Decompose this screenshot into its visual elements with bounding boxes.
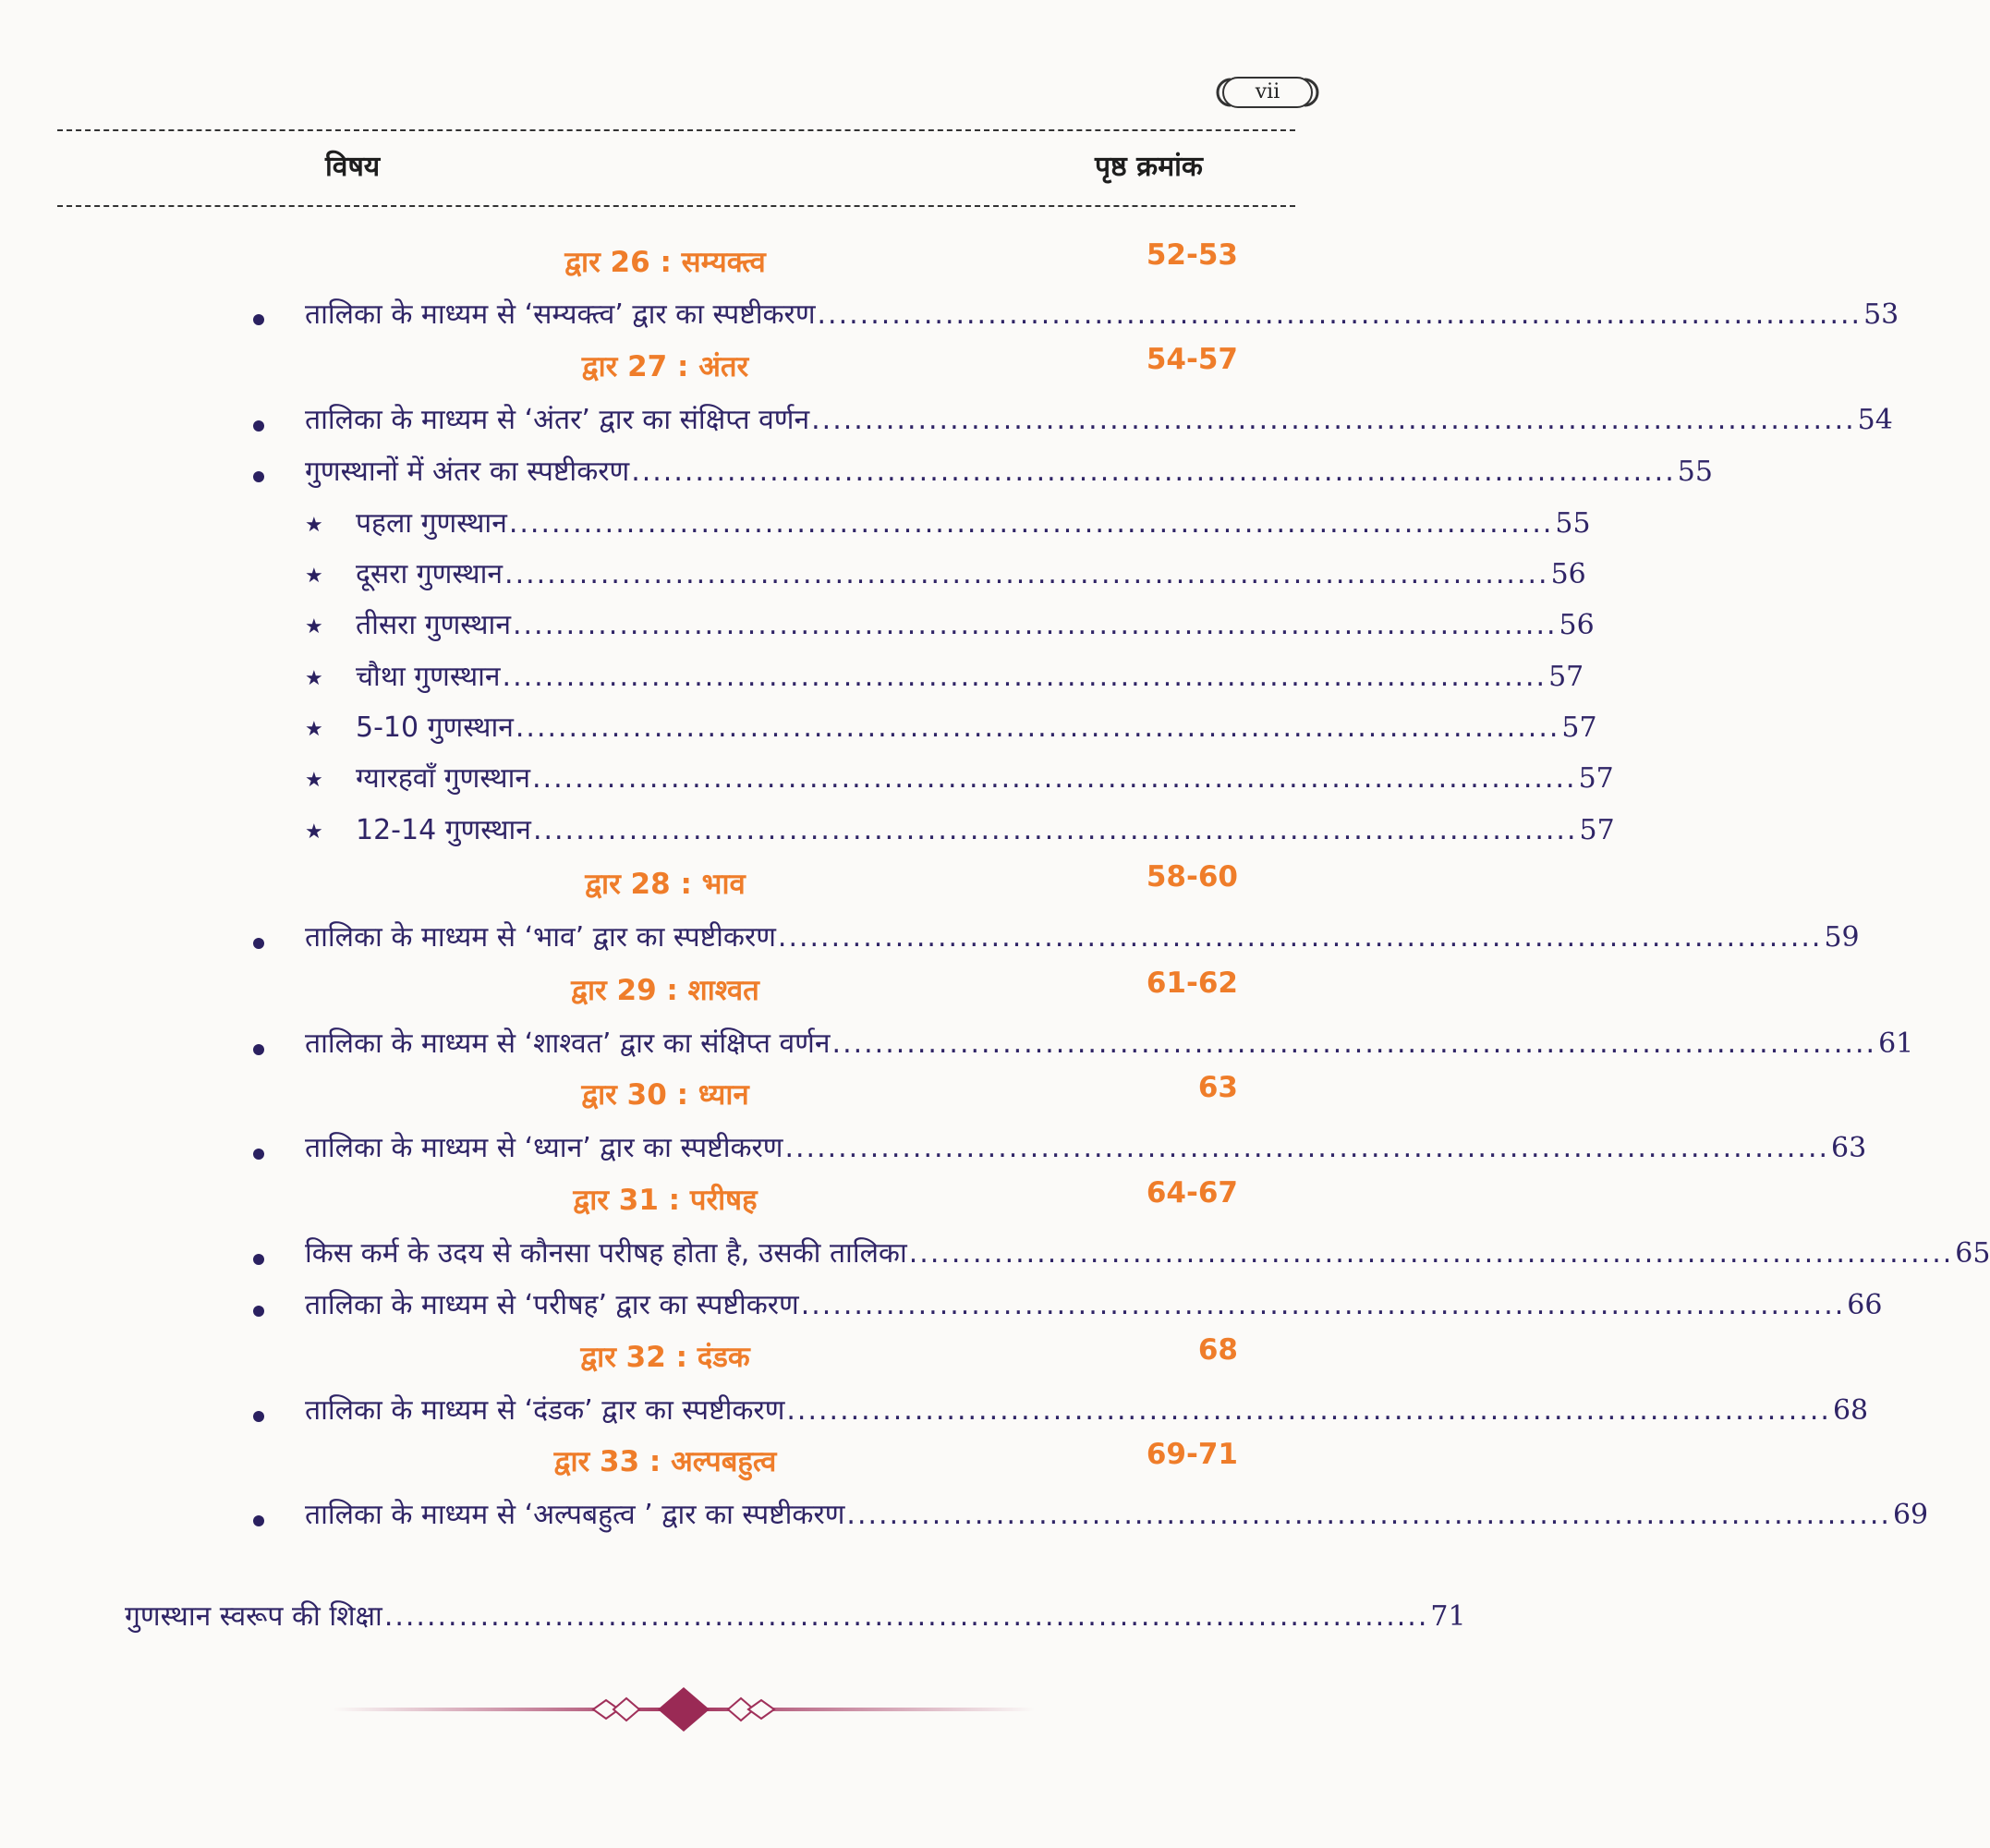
bullet-icon: [253, 314, 264, 325]
entry-text: तालिका के माध्यम से ‘परीषह’ द्वार का स्पष्टीकरण: [305, 1289, 799, 1321]
toc-entry[interactable]: [305, 1233, 1990, 1275]
entry-text: 5-10 गुणस्थान: [356, 711, 514, 744]
toc-sub-entry[interactable]: [356, 503, 1591, 545]
section-page-range: 52-53: [1146, 238, 1238, 272]
dot-leader: ..................................................................................................: [908, 1237, 1954, 1270]
entry-text: ग्यारहवाँ गुणस्थान: [356, 762, 531, 795]
section-page-range: 64-67: [1146, 1176, 1238, 1210]
bullet-icon: [253, 1515, 264, 1526]
dot-leader: ..................................................................................................: [777, 921, 1823, 954]
entry-page: 57: [1548, 661, 1584, 693]
dot-leader: ..................................................................................................: [504, 558, 1549, 590]
toc-sub-entry[interactable]: [356, 707, 1597, 749]
section-title: द्वार 31 : परीषह: [573, 1184, 758, 1217]
section-heading: [388, 238, 1238, 288]
entry-page: 53: [1863, 298, 1899, 331]
header-bottom-rule: [57, 205, 1295, 207]
star-icon: ★: [305, 514, 323, 537]
section-page-range: 63: [1197, 1071, 1238, 1104]
toc-entry[interactable]: [305, 1127, 1867, 1170]
dot-leader: ..................................................................................................: [846, 1499, 1891, 1531]
dot-leader: ..................................................................................................: [383, 1600, 1429, 1633]
entry-text: तालिका के माध्यम से ‘ध्यान’ द्वार का स्पष्टीकरण: [305, 1132, 783, 1164]
section-title: द्वार 26 : सम्यक्त्व: [564, 246, 766, 279]
section-heading: [388, 1071, 1238, 1121]
toc-sub-entry[interactable]: [356, 553, 1586, 596]
toc-final-entry[interactable]: [125, 1596, 1466, 1638]
bullet-icon: [253, 1044, 264, 1055]
entry-page: 54: [1857, 404, 1893, 436]
section-title: द्वार 27 : अंतर: [581, 350, 749, 383]
toc-entry[interactable]: [305, 451, 1713, 493]
entry-page: 55: [1677, 456, 1713, 488]
section-page-range: 54-57: [1146, 343, 1238, 376]
entry-page: 57: [1578, 762, 1614, 795]
star-icon: ★: [305, 769, 323, 792]
entry-text: तालिका के माध्यम से ‘अल्पबहुत्व ’ द्वार का स्पष्टीकरण: [305, 1499, 845, 1531]
toc-entry[interactable]: [305, 399, 1893, 442]
dot-leader: ..................................................................................................: [800, 1289, 1846, 1321]
toc-entry[interactable]: [305, 1023, 1914, 1065]
star-icon: ★: [305, 565, 323, 588]
section-heading: [388, 1438, 1238, 1488]
entry-text: गुणस्थान स्वरूप की शिक्षा: [125, 1600, 382, 1633]
entry-text: 12-14 गुणस्थान: [356, 814, 531, 846]
entry-page: 56: [1559, 609, 1595, 641]
section-page-range: 69-71: [1146, 1438, 1238, 1471]
entry-page: 56: [1550, 558, 1586, 590]
entry-text: तालिका के माध्यम से ‘अंतर’ द्वार का संक्षिप्त वर्णन: [305, 404, 810, 436]
entry-page: 63: [1831, 1132, 1867, 1164]
section-title: द्वार 32 : दंडक: [580, 1341, 750, 1374]
section-page-range: 68: [1197, 1333, 1238, 1367]
dot-leader: ..................................................................................................: [786, 1394, 1831, 1427]
star-icon: ★: [305, 667, 323, 690]
entry-text: किस कर्म के उदय से कौनसा परीषह होता है, उसकी तालिका: [305, 1237, 907, 1270]
star-icon: ★: [305, 718, 323, 741]
dot-leader: ..................................................................................................: [532, 814, 1578, 846]
toc-entry[interactable]: [305, 917, 1860, 959]
star-icon: ★: [305, 615, 323, 638]
dot-leader: ..................................................................................................: [817, 298, 1863, 331]
section-page-range: 61-62: [1146, 967, 1238, 1000]
toc-entry[interactable]: [305, 1390, 1869, 1432]
dot-leader: ..................................................................................................: [515, 711, 1560, 744]
bullet-icon: [253, 1306, 264, 1317]
entry-text: तीसरा गुणस्थान: [356, 609, 511, 641]
bullet-icon: [253, 938, 264, 949]
dot-leader: ..................................................................................................: [502, 661, 1547, 693]
entry-text: तालिका के माध्यम से ‘सम्यक्त्व’ द्वार का स्पष्टीकरण: [305, 298, 816, 331]
bullet-icon: [253, 1149, 264, 1160]
header-page-no: पृष्ठ क्रमांक: [1095, 151, 1203, 183]
toc-entry[interactable]: [305, 294, 1899, 336]
entry-page: 68: [1832, 1394, 1869, 1427]
dot-leader: ..................................................................................................: [831, 1027, 1877, 1060]
entry-text: दूसरा गुणस्थान: [356, 558, 504, 590]
entry-text: पहला गुणस्थान: [356, 507, 507, 540]
toc-sub-entry[interactable]: [356, 656, 1584, 699]
entry-page: 65: [1955, 1237, 1990, 1270]
entry-page: 66: [1847, 1289, 1883, 1321]
toc-sub-entry[interactable]: [356, 809, 1615, 852]
bullet-icon: [253, 420, 264, 432]
star-icon: ★: [305, 821, 323, 844]
entry-text: तालिका के माध्यम से ‘शाश्वत’ द्वार का संक्षिप्त वर्णन: [305, 1027, 831, 1060]
header-subject: विषय: [325, 151, 381, 183]
entry-page: 61: [1878, 1027, 1914, 1060]
entry-text: तालिका के माध्यम से ‘दंडक’ द्वार का स्पष्टीकरण: [305, 1394, 785, 1427]
section-page-range: 58-60: [1146, 860, 1238, 894]
diamond-ornament-icon: [333, 1682, 1035, 1737]
header-top-rule: [57, 129, 1295, 131]
dot-leader: ..................................................................................................: [811, 404, 1856, 436]
bullet-icon: [253, 1254, 264, 1265]
section-title: द्वार 33 : अल्पबहुत्व: [553, 1445, 777, 1478]
entry-page: 55: [1555, 507, 1591, 540]
toc-sub-entry[interactable]: [356, 604, 1595, 647]
entry-page: 71: [1430, 1600, 1466, 1633]
section-title: द्वार 30 : ध्यान: [581, 1078, 749, 1112]
entry-page: 57: [1579, 814, 1615, 846]
section-title: द्वार 29 : शाश्वत: [571, 974, 759, 1007]
bullet-icon: [253, 471, 264, 482]
entry-page: 59: [1824, 921, 1860, 954]
dot-leader: ..................................................................................................: [508, 507, 1554, 540]
entry-page: 69: [1892, 1499, 1929, 1531]
section-heading: [388, 1176, 1238, 1226]
dot-leader: ..................................................................................................: [512, 609, 1558, 641]
entry-page: 57: [1561, 711, 1597, 744]
page-number: vii: [1255, 80, 1280, 103]
toc-entry[interactable]: [305, 1284, 1883, 1327]
section-heading: [388, 1333, 1238, 1383]
dot-leader: ..................................................................................................: [532, 762, 1577, 795]
section-heading: [388, 860, 1238, 910]
page-number-badge: [1218, 76, 1317, 109]
section-heading: [388, 343, 1238, 393]
dot-leader: ..................................................................................................: [784, 1132, 1830, 1164]
toc-sub-entry[interactable]: [356, 758, 1614, 800]
dot-leader: ..................................................................................................: [631, 456, 1676, 488]
section-title: द्वार 28 : भाव: [585, 868, 746, 901]
entry-text: गुणस्थानों में अंतर का स्पष्टीकरण: [305, 456, 630, 488]
bullet-icon: [253, 1411, 264, 1422]
toc-entry[interactable]: [305, 1494, 1929, 1537]
section-heading: [388, 967, 1238, 1016]
entry-text: चौथा गुणस्थान: [356, 661, 501, 693]
entry-text: तालिका के माध्यम से ‘भाव’ द्वार का स्पष्टीकरण: [305, 921, 776, 954]
